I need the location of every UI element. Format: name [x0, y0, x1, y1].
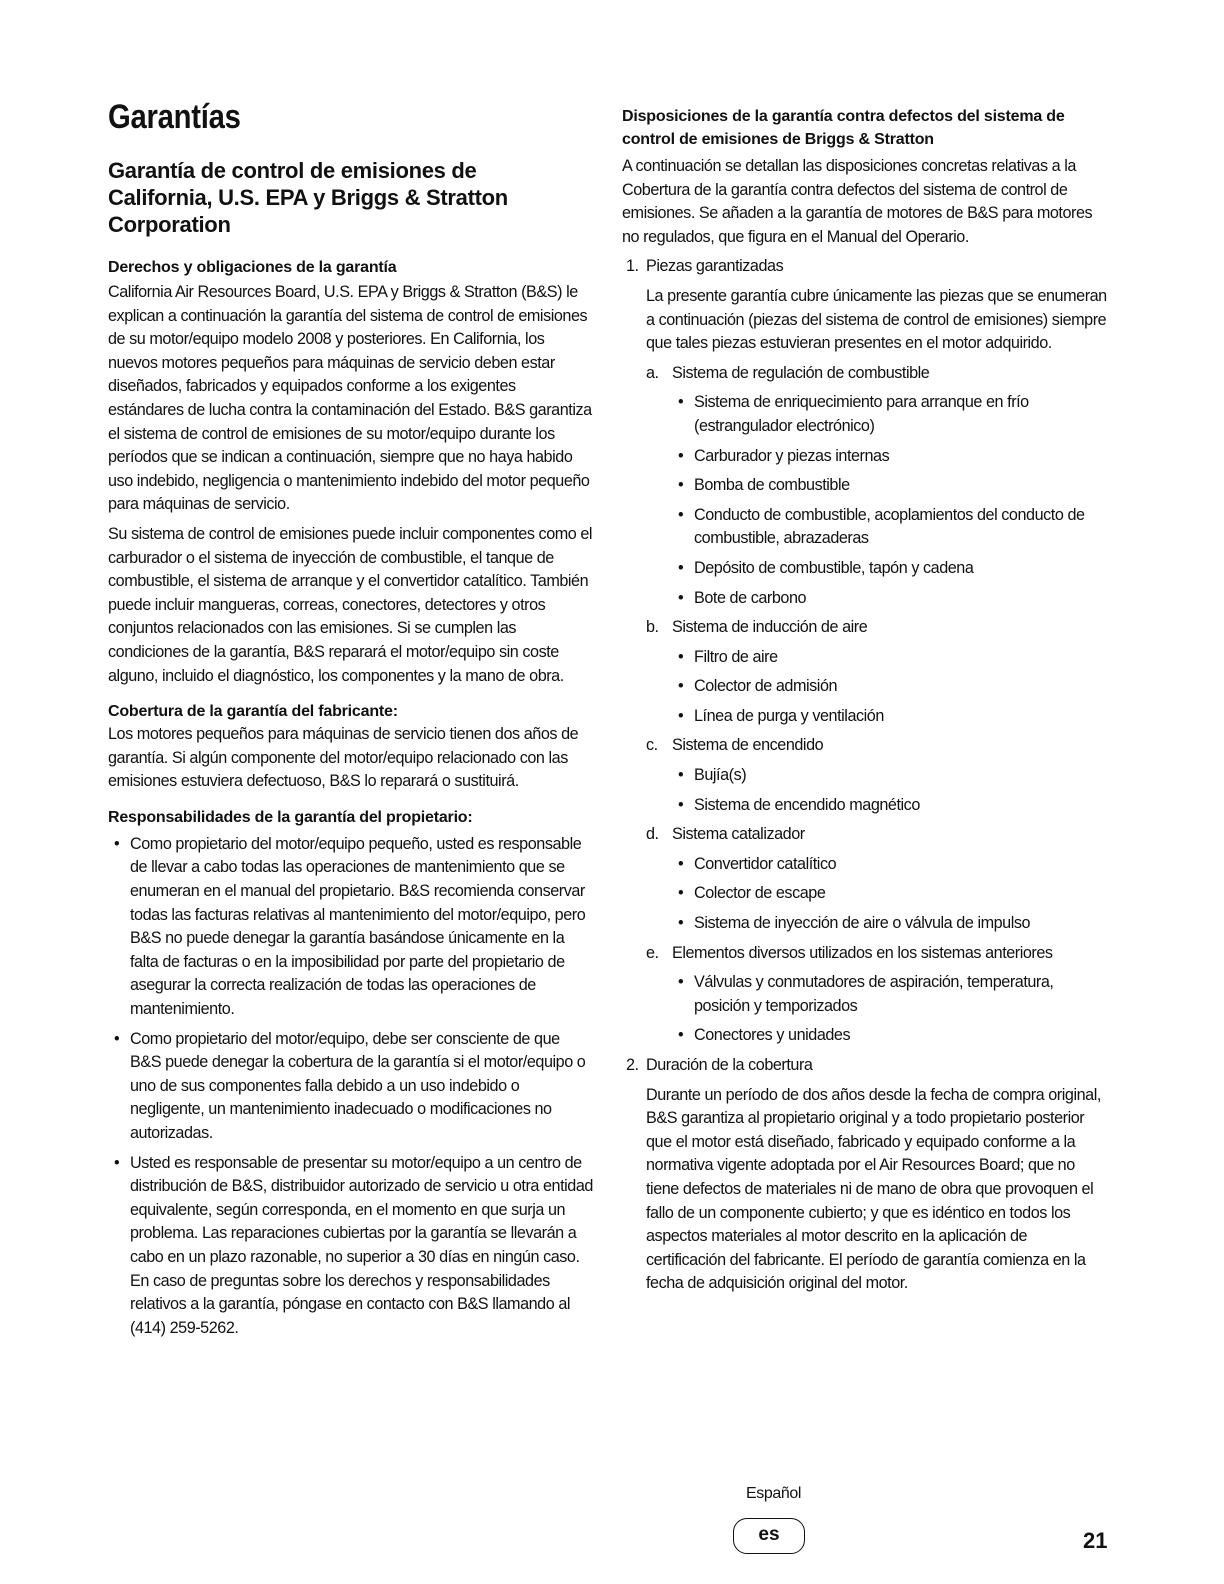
group-marker: d.	[646, 825, 659, 844]
parts-group	[622, 616, 1108, 640]
list-item: • Sistema de inyección de aire o válvula de impulso	[622, 912, 1108, 936]
group-marker: b.	[646, 618, 659, 637]
section-heading: Garantía de control de emisiones de California, U.S. EPA y Briggs & Stratton Corporation	[108, 158, 508, 237]
numbered-list-2	[622, 1054, 1108, 1296]
list-item-parts	[622, 255, 1108, 355]
list-item: • Convertidor catalítico	[622, 853, 1108, 877]
list-item: • Depósito de combustible, tapón y cadena	[622, 557, 1108, 581]
numbered-list	[622, 255, 1108, 355]
language-badge: es	[733, 1518, 805, 1554]
owner-heading: Responsabilidades de la garantía del propietario:	[108, 808, 473, 826]
group-marker: c.	[646, 736, 658, 755]
list-item: • Bomba de combustible	[622, 474, 1108, 498]
list-text: La presente garantía cubre únicamente las piezas que se enumeran a continuación (piezas del sistema de control de emisiones) siempre que tales piezas estuvieran presentes en el motor adquirido.	[646, 286, 1107, 353]
list-item: • Línea de purga y ventilación	[622, 705, 1108, 729]
list-item: • Conectores y unidades	[622, 1024, 1108, 1048]
list-item: • Carburador y piezas internas	[622, 445, 1108, 469]
rights-paragraph-2: Su sistema de control de emisiones puede incluir componentes como el carburador o el sistema de inyección de combustible, el tanque de combustible, el sistema de arranque y el convertidor catalítico. También puede incluir mangueras, correas, conectores, detectores y otros conjuntos relacionados con las emisiones. Si se cumplen las condiciones de la garantía, B&S reparará el motor/equipo sin coste alguno, incluido el diagnóstico, los componentes y la mano de obra.	[108, 524, 593, 685]
list-item: • Usted es responsable de presentar su motor/equipo a un centro de distribución de B&S, distribuidor autorizado de servicio u otra entidad equivalente, según corresponda, en el momento en que surja un problema. Las reparaciones cubiertas por la garantía se llevarán a cabo en un plazo razonable, no superior a 30 días en ningún caso. En caso de preguntas sobre los derechos y responsabilidades relativos a la garantía, póngase en contacto con B&S llamando al (414) 259-5262.	[108, 1152, 594, 1341]
parts-group	[622, 734, 1108, 758]
list-item: • Bote de carbono	[622, 587, 1108, 611]
coverage-heading: Cobertura de la garantía del fabricante:	[108, 703, 398, 721]
list-marker: 1.	[626, 257, 639, 276]
group-label: Sistema catalizador	[672, 825, 805, 844]
page-title: Garantías	[108, 98, 241, 136]
list-item: • Válvulas y conmutadores de aspiración, temperatura, posición y temporizados	[622, 971, 1108, 1018]
list-item-duration	[622, 1054, 1108, 1296]
list-marker: 2.	[626, 1056, 639, 1074]
list-item: • Conducto de combustible, acoplamientos del conducto de combustible, abrazaderas	[622, 504, 1108, 551]
group-bullets	[622, 646, 1108, 729]
list-item: • Colector de admisión	[622, 675, 1108, 699]
parts-groups	[622, 362, 1108, 1048]
right-column	[622, 105, 1108, 1296]
group-bullets	[622, 853, 1108, 936]
defects-heading: Disposiciones de la garantía contra defectos del sistema de control de emisiones de Briggs & Stratton	[622, 108, 1065, 148]
rights-heading: Derechos y obligaciones de la garantía	[108, 259, 397, 276]
group-label: Sistema de encendido	[672, 736, 824, 755]
parts-group	[622, 823, 1108, 847]
coverage-paragraph: Los motores pequeños para máquinas de servicio tienen dos años de garantía. Si algún componente del motor/equipo relacionado con las emisiones estuviera defectuoso, B&S lo reparará o sustituirá.	[108, 725, 579, 791]
left-column	[108, 157, 594, 1346]
group-bullets	[622, 764, 1108, 817]
list-item: • Bujía(s)	[622, 764, 1108, 788]
group-marker: a.	[646, 363, 659, 382]
group-label: Sistema de regulación de combustible	[672, 363, 930, 382]
list-item: • Sistema de encendido magnético	[622, 794, 1108, 818]
defects-intro: A continuación se detallan las disposiciones concretas relativas a la Cobertura de la garantía contra defectos del sistema de control de emisiones. Se añaden a la garantía de motores de B&S para motores no regulados, que figura en el Manual del Operario.	[622, 157, 1093, 246]
rights-paragraph-1: California Air Resources Board, U.S. EPA y Briggs & Stratton (B&S) le explican a continuación la garantía del sistema de control de emisiones de su motor/equipo modelo 2008 y posteriores. En California, los nuevos motores pequeños para máquinas de servicio deben estar diseñados, fabricados y equipados conforme a los exigentes estándares de lucha contra la contaminación del Estado. B&S garantiza el sistema de control de emisiones de su motor/equipo durante los períodos que se indican a continuación, siempre que no haya habido uso indebido, negligencia o mantenimiento indebido del motor pequeño para máquinas de servicio.	[108, 283, 592, 514]
group-bullets	[622, 391, 1108, 610]
list-text: Durante un período de dos años desde la fecha de compra original, B&S garantiza al propietario original y a todo propietario posterior que el motor está diseñado, fabricado y equipado conforme a la normativa vigente adoptada por el Air Resources Board; que no tiene defectos de materiales ni de mano de obra que provoquen el fallo de un componente cubierto; y que es idéntico en todos los aspectos materiales al motor descrito en la aplicación de certificación del fabricante. El período de garantía comienza en la fecha de adquisición original del motor.	[646, 1085, 1101, 1293]
list-label: Piezas garantizadas	[646, 257, 784, 276]
group-label: Elementos diversos utilizados en los sistemas anteriores	[672, 943, 1053, 962]
owner-responsibilities-list	[108, 833, 594, 1340]
list-item: • Como propietario del motor/equipo pequeño, usted es responsable de llevar a cabo todas las operaciones de mantenimiento que se enumeran en el manual del propietario. B&S recomienda conservar todas las facturas relativas al mantenimiento del motor/equipo, pero B&S no puede denegar la garantía basándose únicamente en la falta de facturas o en la imposibilidad por parte del propietario de asegurar la correcta realización de todas las operaciones de mantenimiento.	[108, 833, 594, 1022]
list-item: • Colector de escape	[622, 882, 1108, 906]
list-label: Duración de la cobertura	[646, 1056, 813, 1074]
parts-group	[622, 942, 1108, 966]
parts-group	[622, 362, 1108, 386]
list-item: • Sistema de enriquecimiento para arranque en frío (estrangulador electrónico)	[622, 391, 1108, 438]
group-label: Sistema de inducción de aire	[672, 618, 868, 637]
language-label: Español	[746, 1485, 802, 1502]
page-number: 21	[1083, 1528, 1108, 1553]
group-bullets	[622, 971, 1108, 1048]
list-item: • Filtro de aire	[622, 646, 1108, 670]
group-marker: e.	[646, 943, 659, 962]
list-item: • Como propietario del motor/equipo, debe ser consciente de que B&S puede denegar la cobertura de la garantía si el motor/equipo o uno de sus componentes falla debido a un uso indebido o negligente, un mantenimiento inadecuado o modificaciones no autorizadas.	[108, 1028, 594, 1146]
